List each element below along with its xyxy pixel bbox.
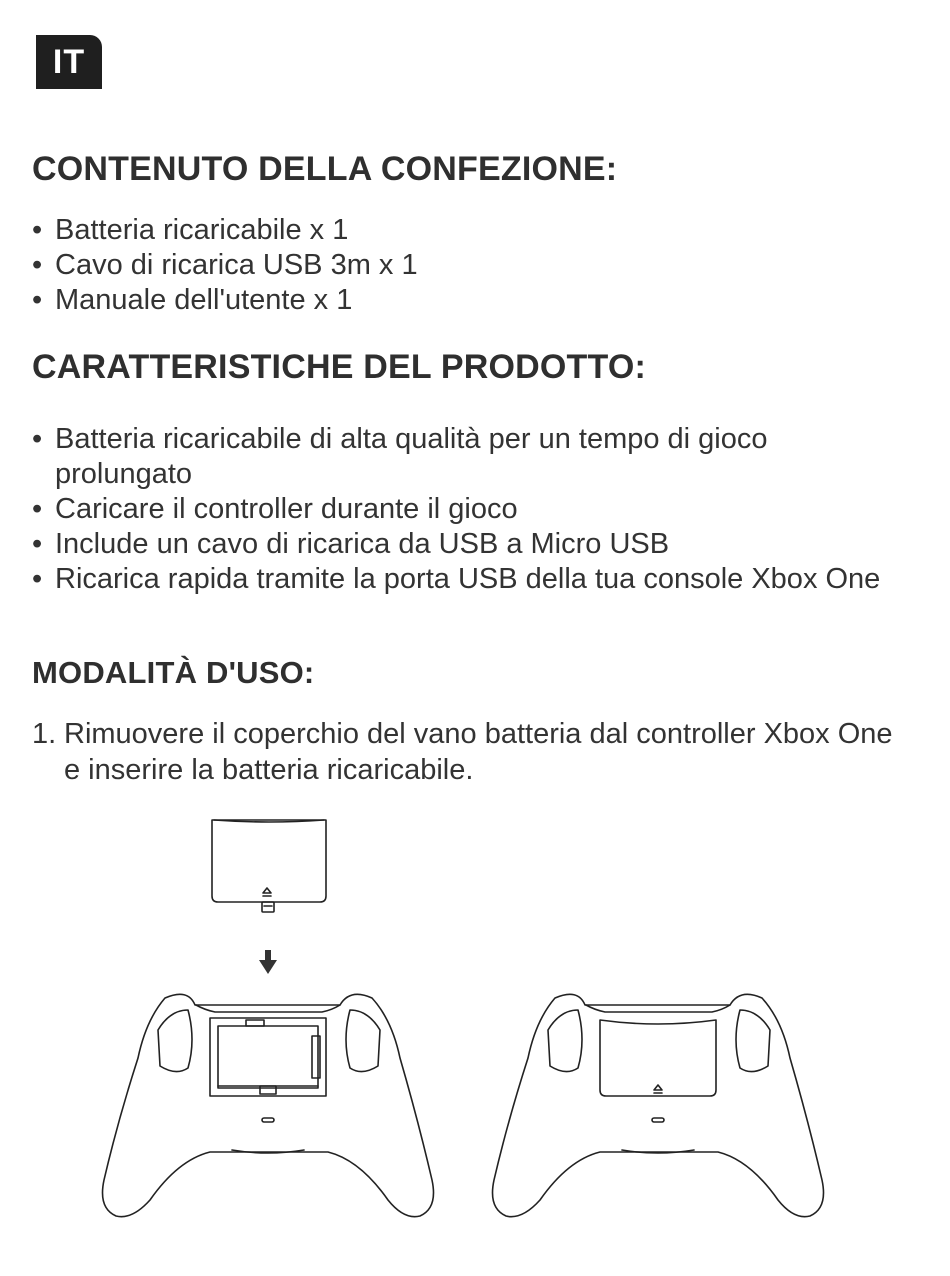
features-heading: CARATTERISTICHE DEL PRODOTTO: <box>32 348 647 386</box>
list-item: • Include un cavo di ricarica da USB a Micro USB <box>32 527 912 562</box>
list-item: • Manuale dell'utente x 1 <box>32 283 912 318</box>
step-number: 1. <box>32 718 57 750</box>
contents-list <box>32 213 912 318</box>
list-item: • Caricare il controller durante il gioco <box>32 492 912 527</box>
list-item: • Cavo di ricarica USB 3m x 1 <box>32 248 912 283</box>
battery-install-illustration <box>0 800 950 1276</box>
list-item: • Batteria ricaricabile di alta qualità per un tempo di gioco prolungato <box>32 422 912 492</box>
battery-pack-icon <box>212 820 326 912</box>
list-item: • Ricarica rapida tramite la porta USB della tua console Xbox One <box>32 562 912 597</box>
controller-open-icon <box>103 994 434 1216</box>
step-text: Rimuovere il coperchio del vano batteria dal controller Xbox One e inserire la batteria ricaricabile. <box>64 718 893 786</box>
arrow-down-icon <box>259 950 277 974</box>
contents-heading: CONTENUTO DELLA CONFEZIONE: <box>32 150 618 188</box>
list-item: • Batteria ricaricabile x 1 <box>32 213 912 248</box>
usage-heading: MODALITÀ D'USO: <box>32 655 315 690</box>
controller-closed-icon <box>493 994 824 1216</box>
language-badge: IT <box>36 35 102 89</box>
usage-step <box>32 716 912 788</box>
features-list <box>32 422 912 597</box>
